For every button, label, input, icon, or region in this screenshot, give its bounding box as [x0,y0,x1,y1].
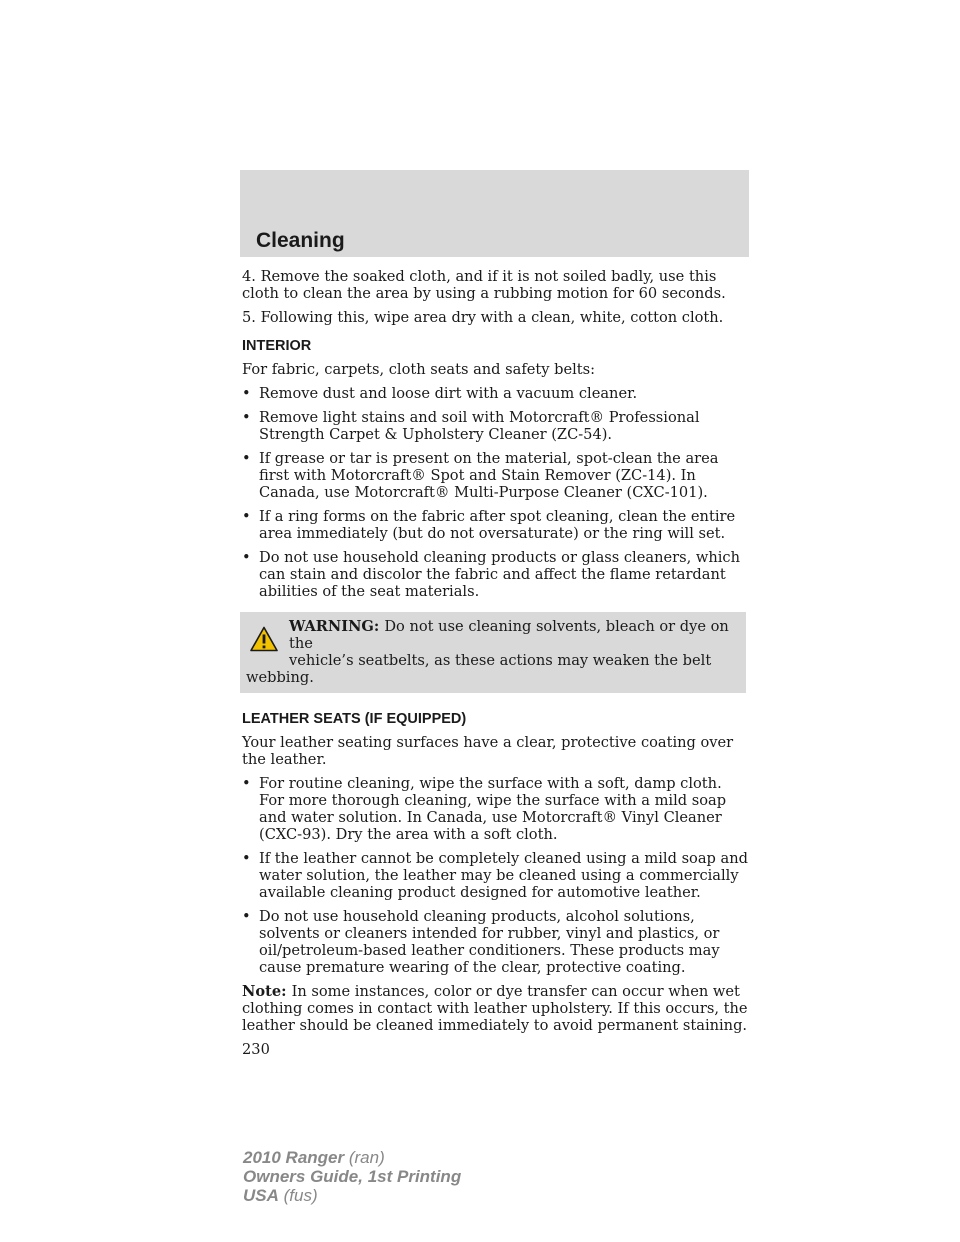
warning-triangle-icon [250,626,278,652]
footer-market-code: (fus) [283,1186,318,1205]
bullet-icon: • [242,450,251,467]
footer-edition: Owners Guide, 1st Printing [243,1167,462,1186]
warning-line-3: webbing. [246,669,314,686]
warning-box [240,612,746,693]
step-5-text: 5. Following this, wipe area dry with a clean, white, cotton cloth. [242,309,724,326]
leather-bullet [242,850,750,901]
bullet-text: Do not use household cleaning products or glass cleaners, which can stain and discolor the fabric and affect the flame retardant abilities of the seat materials. [259,549,740,600]
bullet-icon: • [242,549,251,566]
leather-heading: LEATHER SEATS (IF EQUIPPED) [242,711,467,727]
interior-bullet [242,508,750,542]
bullet-icon: • [242,908,251,925]
interior-bullet [242,549,750,600]
section-header [240,170,749,257]
bullet-icon: • [242,775,251,792]
note-label: Note: [242,983,292,1000]
bullet-text: If grease or tar is present on the material, spot-clean the area first with Motorcraft® Spot and Stain Remover (ZC-14). In Canada, use Motorcraft® Multi-Purpose Cleaner (CXC-101). [259,450,719,501]
step-4-text: 4. Remove the soaked cloth, and if it is not soiled badly, use this cloth to clean the area by using a rubbing motion for 60 seconds. [242,268,726,302]
section-title: Cleaning [256,229,345,252]
warning-exclamation-bar [263,635,266,644]
leather-bullet [242,775,750,843]
bullet-text: Remove dust and loose dirt with a vacuum cleaner. [259,385,638,402]
note-text: In some instances, color or dye transfer can occur when wet clothing comes in contact with leather upholstery. If this occurs, the leather should be cleaned immediately to avoid permanent staining. [242,983,748,1034]
warning-line-2: vehicle’s seatbelts, as these actions may weaken the belt [289,652,712,669]
warning-text-1: Do not use cleaning solvents, bleach or dye on the [289,618,729,652]
interior-bullet [242,409,750,443]
bullet-text: Remove light stains and soil with Motorcraft® Professional Strength Carpet & Upholstery Cleaner (ZC-54). [259,409,700,443]
page-content [242,268,750,1058]
bullet-icon: • [242,508,251,525]
interior-bullet [242,450,750,501]
leather-bullet [242,908,750,976]
warning-line-1 [246,618,736,652]
bullet-text: Do not use household cleaning products, alcohol solutions, solvents or cleaners intended for rubber, vinyl and plastics, or oil/petroleum-based leather conditioners. These products may cause premature wearing of the clear, protective coating. [259,908,720,976]
footer-market: USA [243,1186,279,1205]
interior-heading: INTERIOR [242,338,312,354]
interior-bullet [242,385,750,402]
leather-lead: Your leather seating surfaces have a clear, protective coating over the leather. [242,734,734,768]
bullet-text: For routine cleaning, wipe the surface with a soft, damp cloth. For more thorough cleaning, wipe the surface with a mild soap and water solution. In Canada, use Motorcraft® Vinyl Cleaner (CXC-93). Dry the area with a soft cloth. [259,775,727,843]
note-paragraph [242,983,750,1034]
footer-line-3 [243,1186,461,1205]
footer-model-code: (ran) [348,1148,385,1167]
bullet-text: If the leather cannot be completely cleaned using a mild soap and water solution, the leather may be cleaned using a commercially available cleaning product designed for automotive leather. [259,850,748,901]
warning-label: WARNING: [289,618,385,635]
interior-lead: For fabric, carpets, cloth seats and safety belts: [242,361,596,378]
page-number: 230 [242,1041,270,1058]
warning-exclamation-dot [263,646,266,649]
bullet-icon: • [242,409,251,426]
footer-line-1 [243,1148,461,1167]
bullet-icon: • [242,850,251,867]
bullet-text: If a ring forms on the fabric after spot cleaning, clean the entire area immediately (but do not oversaturate) or the ring will set. [259,508,736,542]
footer-model: 2010 Ranger [243,1148,345,1167]
print-footer [243,1148,461,1205]
footer-line-2 [243,1167,461,1186]
bullet-icon: • [242,385,251,402]
